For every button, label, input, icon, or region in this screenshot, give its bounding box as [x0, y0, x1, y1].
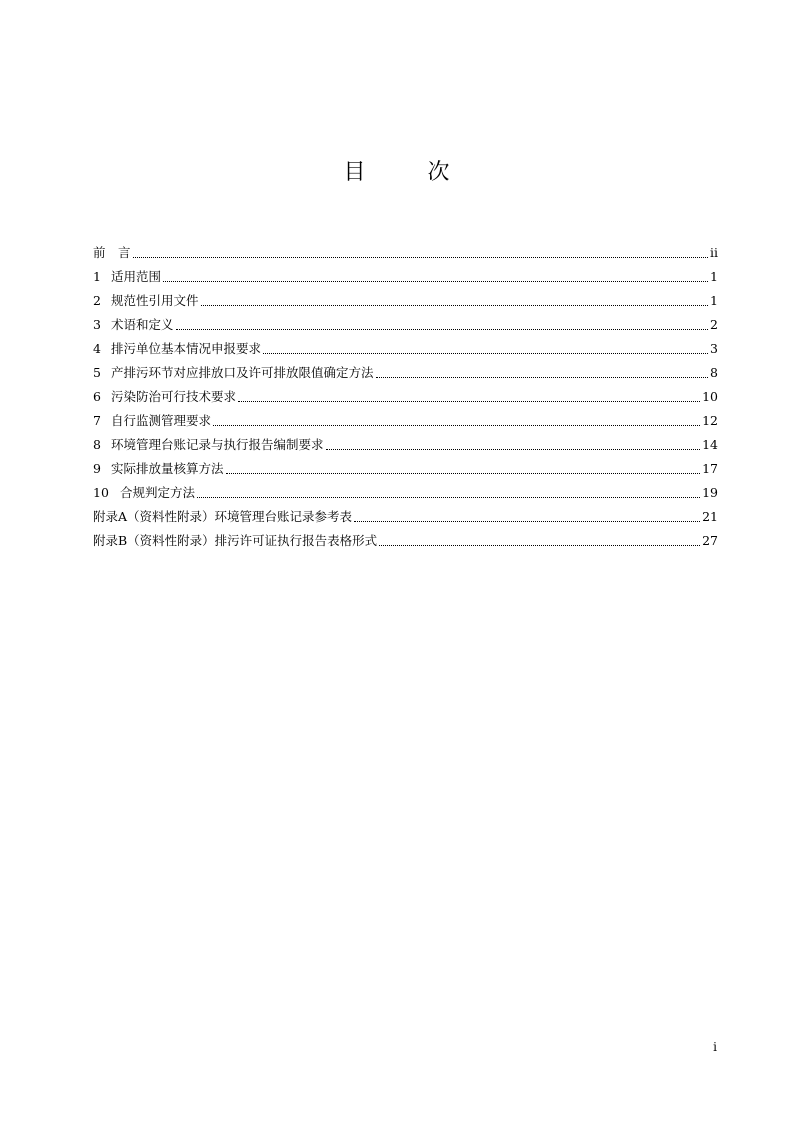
toc-entry-number: 1	[93, 269, 101, 284]
toc-entry-page: 12	[702, 413, 718, 428]
page-title: 目 次	[343, 160, 470, 185]
page-number: i	[713, 1040, 717, 1054]
toc-leader-dots	[379, 545, 700, 546]
toc-entry-5[interactable]	[93, 361, 718, 385]
toc-entry-number: 7	[93, 413, 101, 428]
toc-entry-label: 排污单位基本情况申报要求	[111, 341, 262, 356]
toc-entry-label: 前 言	[93, 245, 131, 260]
toc-entry-label: 附录A（资料性附录）环境管理台账记录参考表	[93, 509, 353, 524]
toc-entry-appendix-b[interactable]	[93, 529, 718, 553]
toc-entry-number: 10	[93, 485, 109, 500]
toc-leader-dots	[163, 281, 708, 282]
toc-entry-page: 17	[702, 461, 718, 476]
toc-entry-label: 污染防治可行技术要求	[111, 389, 237, 404]
toc-entry-number: 3	[93, 317, 101, 332]
toc-entry-label: 适用范围	[111, 269, 162, 284]
toc-entry-number: 6	[93, 389, 101, 404]
table-of-contents	[93, 241, 718, 553]
toc-entry-appendix-a[interactable]	[93, 505, 718, 529]
toc-entry-page: ii	[710, 245, 718, 260]
toc-entry-page: 27	[702, 533, 718, 548]
toc-entry-foreword[interactable]	[93, 241, 718, 265]
toc-entry-label: 合规判定方法	[120, 485, 196, 500]
toc-leader-dots	[201, 305, 709, 306]
toc-entry-number: 8	[93, 437, 101, 452]
toc-leader-dots	[226, 473, 701, 474]
toc-entry-label: 术语和定义	[111, 317, 174, 332]
toc-entry-label: 产排污环节对应排放口及许可排放限值确定方法	[111, 365, 374, 380]
toc-entry-number: 9	[93, 461, 101, 476]
toc-leader-dots	[133, 257, 708, 258]
toc-leader-dots	[197, 497, 700, 498]
toc-entry-page: 2	[710, 317, 718, 332]
toc-entry-page: 21	[702, 509, 718, 524]
toc-entry-label: 规范性引用文件	[111, 293, 199, 308]
toc-entry-1[interactable]	[93, 265, 718, 289]
toc-entry-page: 1	[710, 269, 718, 284]
toc-leader-dots	[376, 377, 709, 378]
toc-entry-label: 自行监测管理要求	[111, 413, 212, 428]
toc-entry-number: 2	[93, 293, 101, 308]
toc-leader-dots	[263, 353, 708, 354]
toc-entry-6[interactable]	[93, 385, 718, 409]
toc-entry-number: 5	[93, 365, 101, 380]
toc-leader-dots	[326, 449, 701, 450]
toc-entry-label: 附录B（资料性附录）排污许可证执行报告表格形式	[93, 533, 378, 548]
toc-entry-page: 10	[702, 389, 718, 404]
toc-entry-page: 19	[702, 485, 718, 500]
toc-entry-3[interactable]	[93, 313, 718, 337]
toc-entry-page: 8	[710, 365, 718, 380]
toc-entry-4[interactable]	[93, 337, 718, 361]
toc-leader-dots	[354, 521, 700, 522]
toc-entry-7[interactable]	[93, 409, 718, 433]
toc-entry-label: 环境管理台账记录与执行报告编制要求	[111, 437, 324, 452]
toc-leader-dots	[238, 401, 700, 402]
toc-entry-page: 14	[702, 437, 718, 452]
toc-entry-8[interactable]	[93, 433, 718, 457]
toc-entry-9[interactable]	[93, 457, 718, 481]
toc-leader-dots	[213, 425, 700, 426]
toc-entry-2[interactable]	[93, 289, 718, 313]
toc-entry-number: 4	[93, 341, 101, 356]
toc-entry-label: 实际排放量核算方法	[111, 461, 224, 476]
toc-entry-10[interactable]	[93, 481, 718, 505]
toc-entry-page: 1	[710, 293, 718, 308]
toc-entry-page: 3	[710, 341, 718, 356]
toc-leader-dots	[176, 329, 709, 330]
